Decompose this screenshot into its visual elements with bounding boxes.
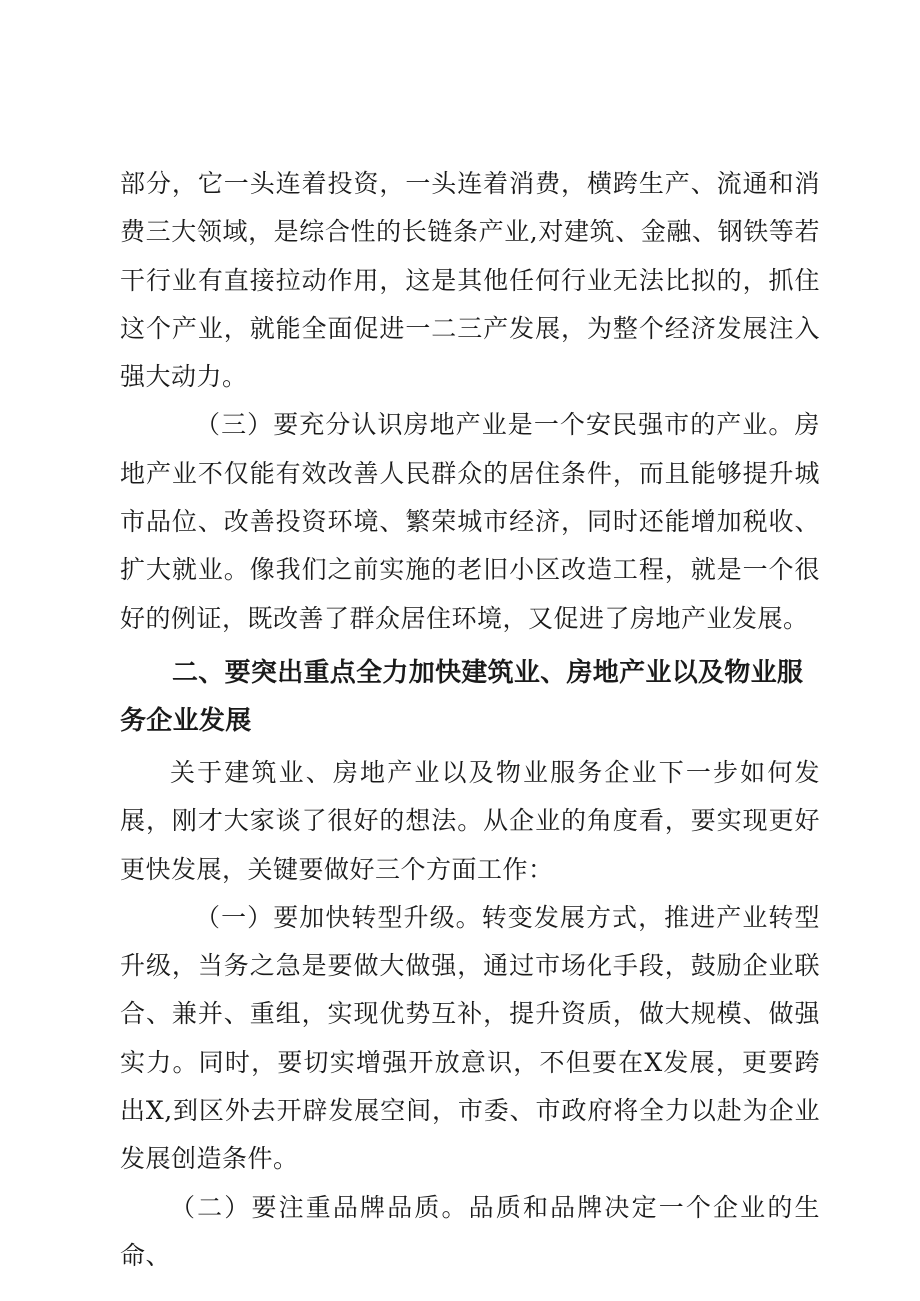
paragraph-item-two: （二）要注重品牌品质。品质和品牌决定一个企业的生命、 bbox=[120, 1192, 820, 1270]
paragraph-intro: 关于建筑业、房地产业以及物业服务企业下一步如何发展，刚才大家谈了很好的想法。从企业的角度看，要实现更好更快发展，关键要做好三个方面工作： bbox=[120, 757, 820, 884]
paragraph-continuation: 部分，它一头连着投资，一头连着消费，横跨生产、流通和消费三大领域，是综合性的长链条产业,对建筑、金融、钢铁等若干行业有直接拉动作用，这是其他任何行业无法比拟的，抓住这个产业，就能全面促进一二三产发展，为整个经济发展注入强大动力。 bbox=[120, 169, 820, 392]
paragraph-item-one: （一）要加快转型升级。转变发展方式，推进产业转型升级，当务之急是要做大做强，通过市场化手段，鼓励企业联合、兼并、重组，实现优势互补，提升资质，做大规模、做强实力。同时，要切实增强开放意识，不但要在X发展，更要跨出X,到区外去开辟发展空间，市委、市政府将全力以赴为企业发展创造条件。 bbox=[120, 902, 820, 1174]
section-heading-two: 二、要突出重点全力加快建筑业、房地产业以及物业服务企业发展 bbox=[120, 657, 804, 736]
document-body bbox=[120, 160, 820, 1280]
paragraph-section-three: （三）要充分认识房地产业是一个安民强市的产业。房地产业不仅能有效改善人民群众的居住条件，而且能够提升城市品位、改善投资环境、繁荣城市经济，同时还能增加税收、扩大就业。像我们之前实施的老旧小区改造工程，就是一个很好的例证，既改善了群众居住环境，又促进了房地产业发展。 bbox=[120, 410, 820, 633]
